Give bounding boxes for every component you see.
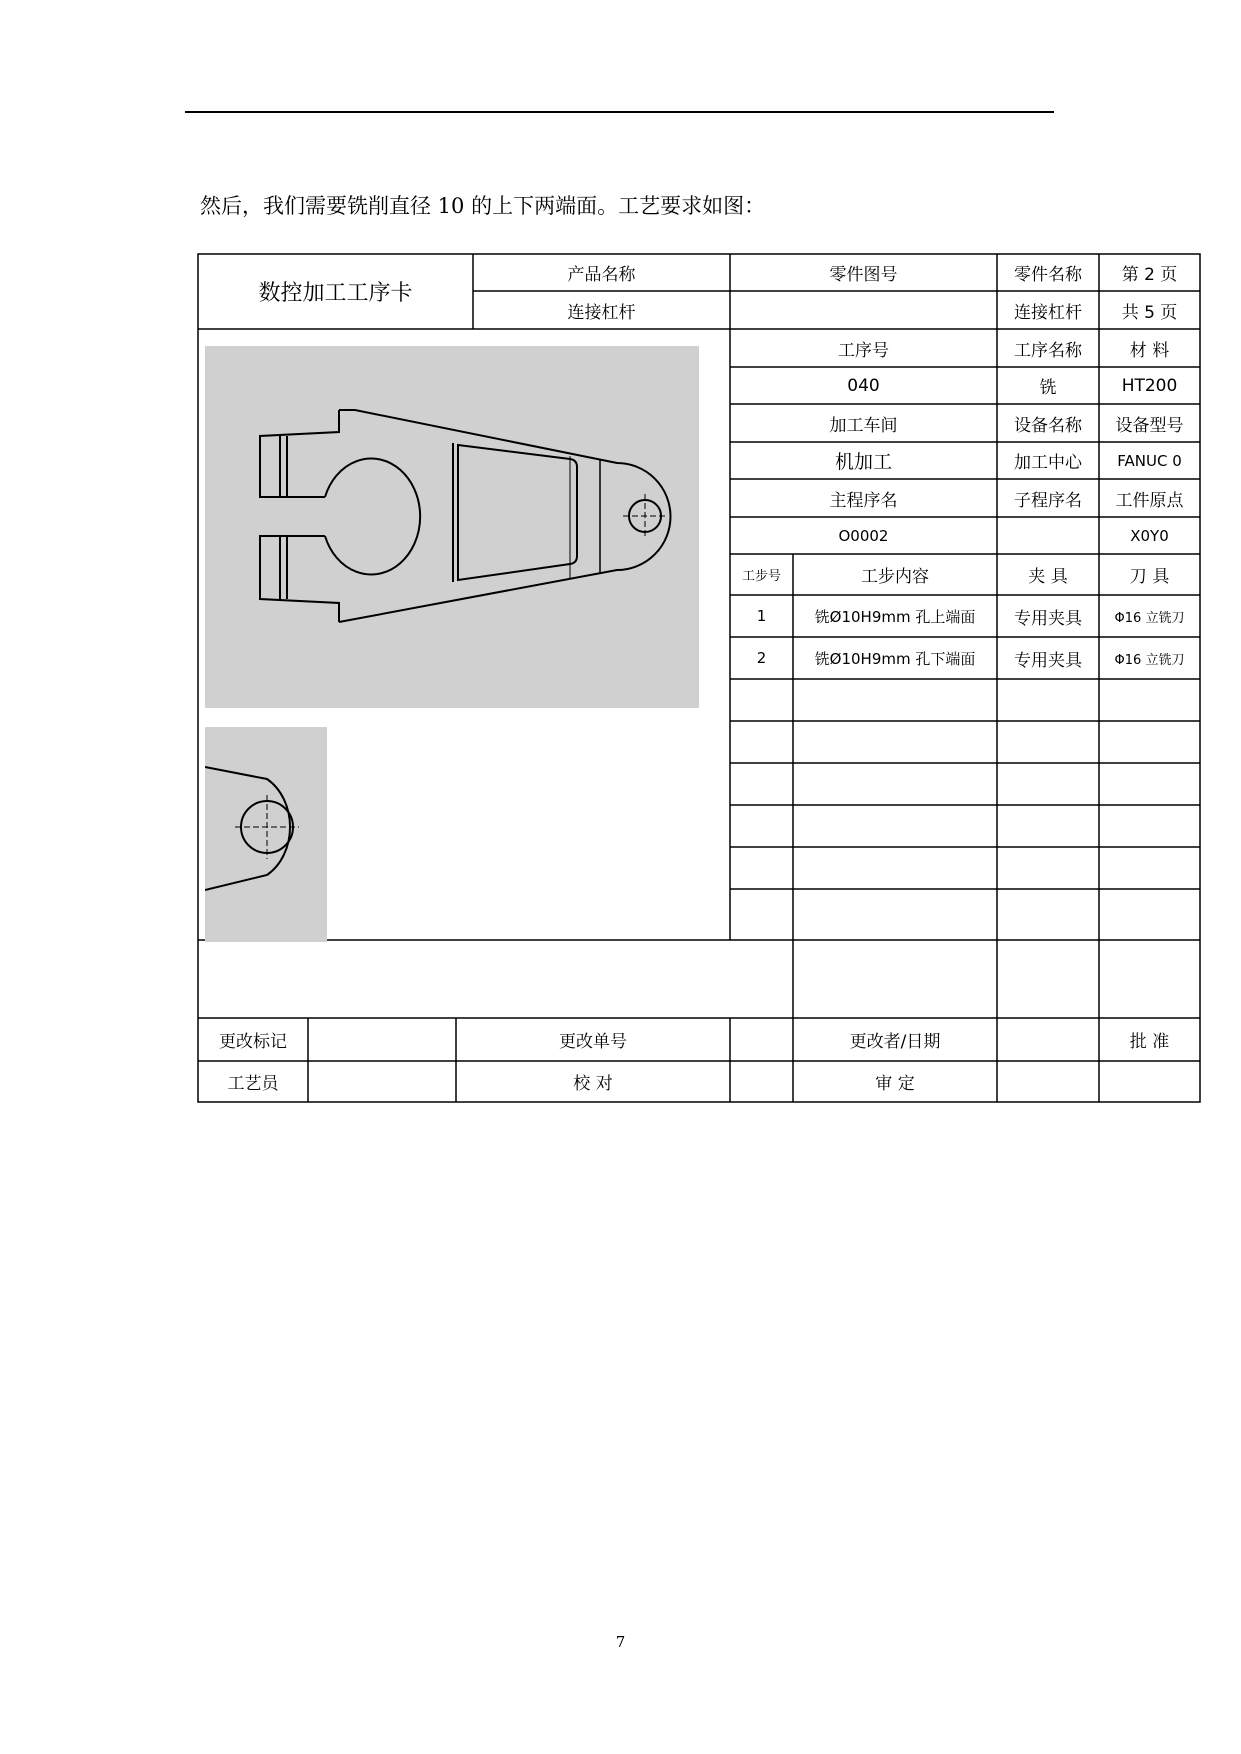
work-origin: X0Y0 (1130, 526, 1169, 545)
intro-text: 然后，我们需要铣削直径 10 的上下两端面。工艺要求如图： (200, 194, 766, 218)
page-label: 第 2 页 (1121, 265, 1178, 285)
material: HT200 (1121, 375, 1178, 396)
change-mark-label: 更改标记 (219, 1032, 287, 1052)
process-card (197, 253, 1201, 1103)
changer-date-label: 更改者/日期 (849, 1032, 941, 1052)
step-row-1-fixture: 专用夹具 (1014, 608, 1082, 629)
step-row-2-tool: Φ16 立铣刀 (1114, 652, 1185, 668)
product-name-label: 产品名称 (567, 265, 636, 285)
proofread-label: 校 对 (573, 1074, 613, 1094)
step-row-1-content: 铣Ø10H9mm 孔上端面 (814, 607, 976, 626)
equipment-model: FANUC 0 (1117, 451, 1182, 470)
review-label: 审 定 (875, 1074, 915, 1094)
process-no-label: 工序号 (838, 340, 889, 361)
total-pages-label: 共 5 页 (1121, 302, 1178, 323)
material-label: 材 料 (1129, 340, 1170, 361)
process-no: 040 (847, 375, 880, 396)
part-name-label: 零件名称 (1014, 265, 1082, 285)
small-end-detail-view (205, 727, 327, 942)
main-program: O0002 (838, 526, 889, 545)
header-rule (185, 111, 1054, 113)
equipment-name: 加工中心 (1014, 453, 1082, 473)
equipment-name-label: 设备名称 (1014, 415, 1082, 436)
technologist-label: 工艺员 (227, 1074, 279, 1094)
step-row-2-content: 铣Ø10H9mm 孔下端面 (814, 649, 976, 668)
page-number: 7 (615, 1633, 626, 1651)
tool-header: 刀 具 (1129, 567, 1170, 587)
part-drawing-no-label: 零件图号 (829, 265, 898, 285)
approve-label: 批 准 (1129, 1032, 1170, 1052)
connecting-lever-top-view (205, 346, 699, 708)
main-program-label: 主程序名 (829, 490, 898, 511)
part-name: 连接杠杆 (1014, 302, 1082, 323)
change-no-label: 更改单号 (559, 1032, 627, 1052)
fixture-header: 夹 具 (1028, 567, 1068, 587)
step-no-header: 工步号 (741, 569, 781, 584)
sub-program (997, 517, 1099, 554)
part-drawing-detail (205, 727, 327, 942)
workshop: 机加工 (834, 451, 892, 473)
step-row-1-no: 1 (756, 607, 767, 625)
product-name: 连接杠杆 (567, 302, 636, 323)
step-row-2-fixture: 专用夹具 (1014, 650, 1082, 671)
step-content-header: 工步内容 (861, 567, 929, 587)
step-row-2-no: 2 (756, 649, 767, 667)
equipment-model-label: 设备型号 (1115, 415, 1184, 436)
part-drawing-no (730, 291, 997, 329)
part-drawing-main (205, 346, 699, 708)
process-name-label: 工序名称 (1014, 340, 1082, 361)
card-title: 数控加工工序卡 (258, 281, 413, 306)
workshop-label: 加工车间 (829, 415, 898, 436)
sub-program-label: 子程序名 (1014, 490, 1082, 511)
work-origin-label: 工件原点 (1115, 490, 1184, 511)
step-row-1-tool: Φ16 立铣刀 (1114, 610, 1185, 626)
process-name: 铣 (1039, 378, 1057, 398)
